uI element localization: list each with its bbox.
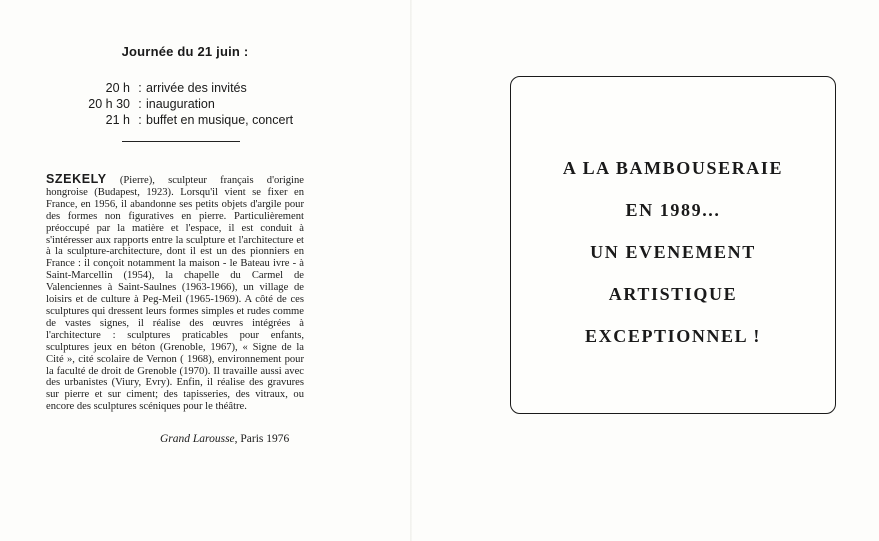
citation-book: Grand Larousse (160, 433, 235, 445)
schedule-separator: : (138, 113, 142, 127)
schedule-item (60, 80, 300, 96)
artist-name: SZEKELY (46, 172, 107, 186)
schedule-title: Journée du 21 juin : (121, 44, 249, 59)
schedule-item (60, 96, 300, 112)
schedule-label: buffet en musique, concert (146, 113, 294, 127)
schedule-item (60, 112, 300, 128)
schedule-separator: : (138, 97, 142, 111)
announcement-box (510, 76, 836, 414)
announcement-line: EN 1989... (625, 200, 721, 220)
schedule-time: 20 h 30 (88, 97, 130, 111)
schedule-separator: : (138, 81, 142, 95)
page-fold (410, 0, 412, 541)
announcement-line: UN EVENEMENT (590, 242, 756, 262)
announcement-line: EXCEPTIONNEL ! (585, 326, 761, 346)
announcement-line: A LA BAMBOUSERAIE (562, 158, 784, 178)
biography-text: (Pierre), sculpteur français d'origine hongroise (Budapest, 1923). Lorsqu'il vient se fixer en France, en 1956, il abandonne ses petits objets d'argile pour des formes non figuratives en pierre. Particulièrement préoccupé par la matière et l'espace, il est conduit à s'intéresser aux rapports entre la sculpture et l'architecture et à la sculpture-architecture, dont il est un des pionniers en France : il conçoit notamment la maison - le Bateau ivre - à Saint-Marcellin (1954), la chapelle du Carmel de Valenciennes à Saint-Saulnes (1963-1966), un village de loisirs et de culture à Peg-Meil (1965-1969). A côté de ces sculptures qui dressent leurs formes simples et rudes comme de vastes signes, il réalise des œuvres intégrées à l'architecture : sculptures praticables pour enfants, sculptures jeux en béton (Grenoble, 1967), « Signe de la Cité », cité scolaire de Vernon ( 1968), environnement pour la faculté de droit de Grenoble (1970). Il travaille aussi avec des urbanistes (Viury, Evry). Enfin, il réalise des gravures sur pierre et sur ciment; des tapisseries, des vitraux, ou encore des sculptures scéniques pour le théâtre. (46, 175, 304, 413)
schedule-label: inauguration (146, 97, 215, 111)
schedule-time: 21 h (105, 113, 130, 127)
source-citation (160, 433, 310, 445)
schedule-time: 20 h (105, 81, 130, 95)
divider-rule (122, 141, 240, 142)
biography-paragraph (46, 174, 304, 413)
citation-place-year: , Paris 1976 (234, 433, 290, 445)
announcement-text (511, 147, 835, 357)
schedule-label: arrivée des invités (146, 81, 247, 95)
schedule-list (60, 80, 300, 128)
announcement-line: ARTISTIQUE (608, 284, 738, 304)
